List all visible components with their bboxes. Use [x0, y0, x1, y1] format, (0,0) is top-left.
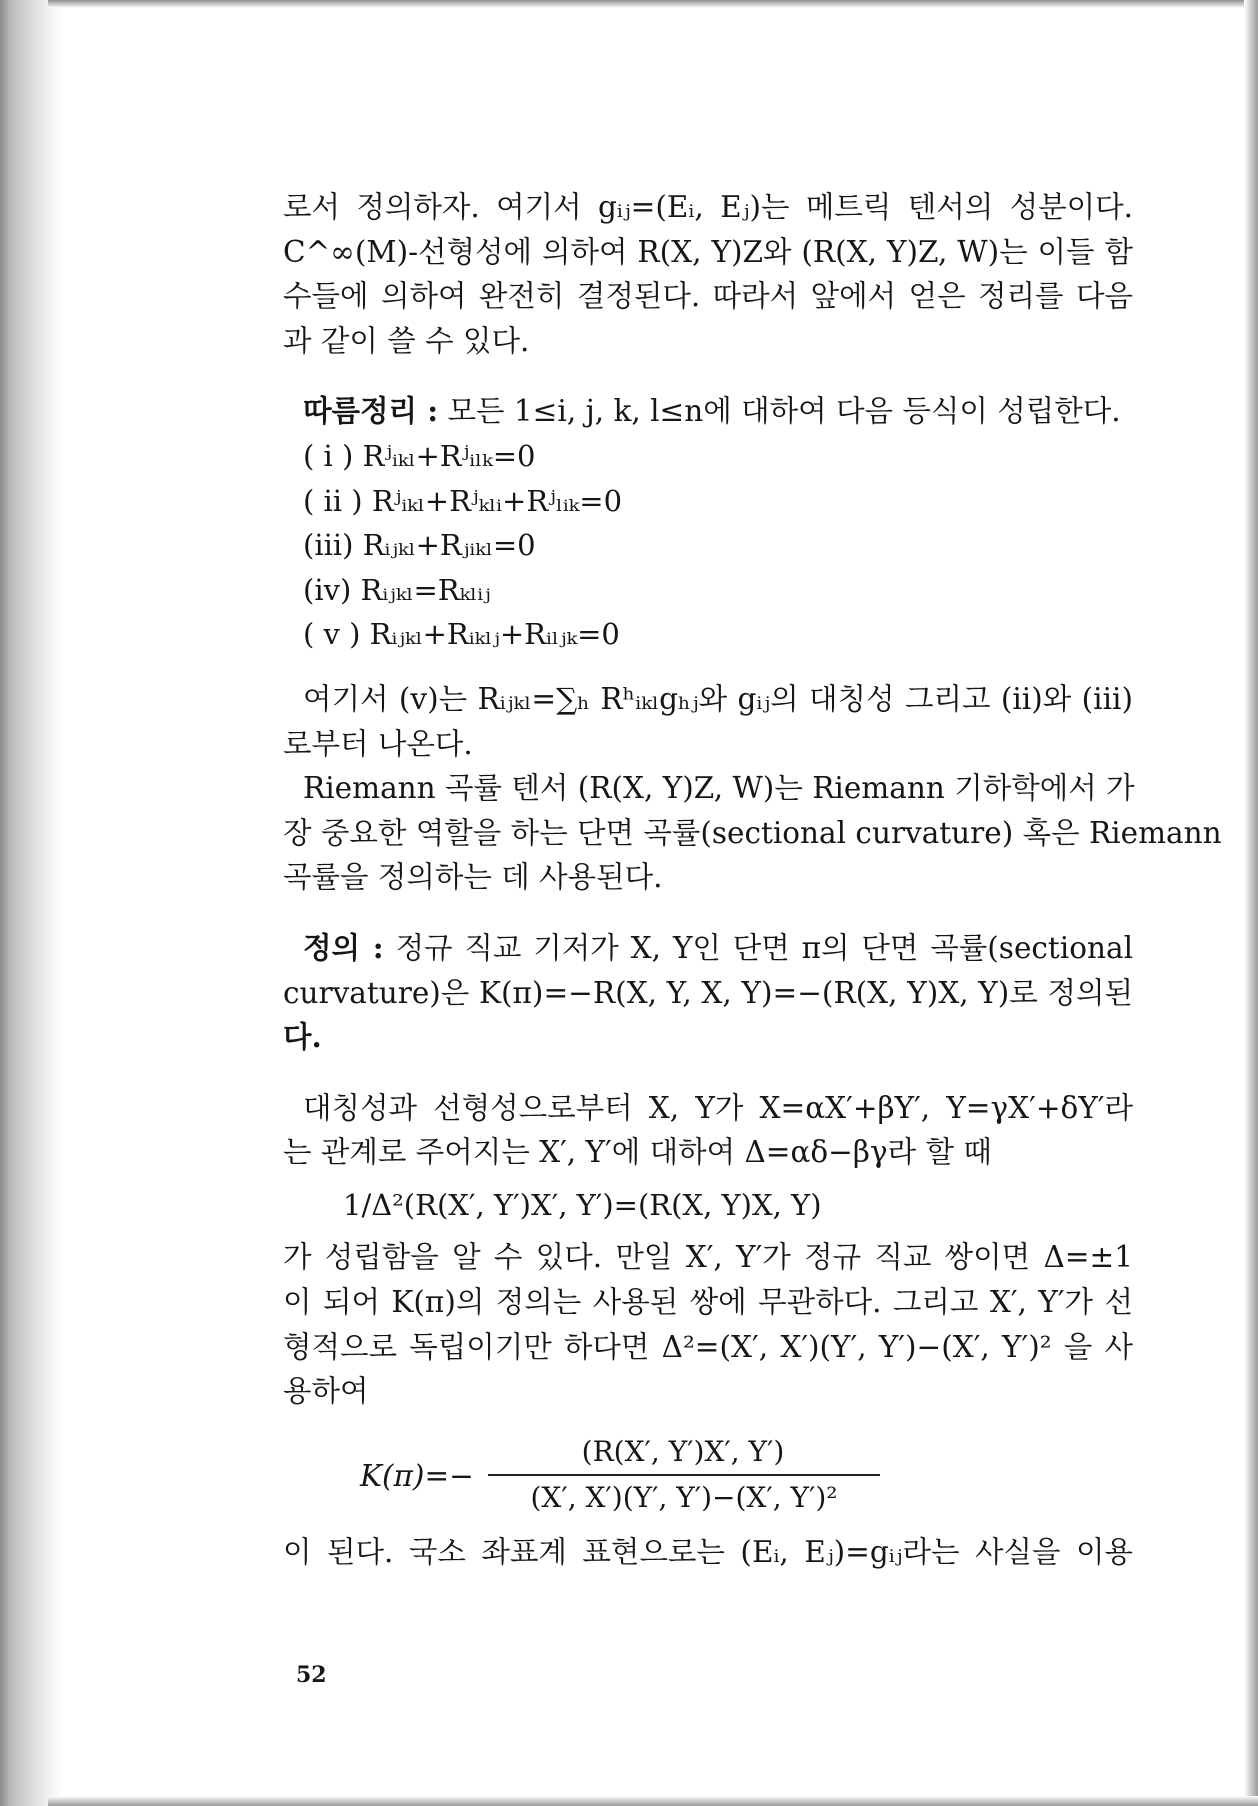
page-number: 52 — [296, 1662, 327, 1688]
text-line: 대칭성과 선형성으로부터 X, Y가 X=αX′+βY′, Y=γX′+δY′라 — [303, 1090, 1133, 1125]
text-line: 로부터 나온다. — [283, 726, 473, 761]
text-line: C^∞(M)-선형성에 의하여 R(X, Y)Z와 (R(X, Y)Z, W)는 이들 함 — [283, 234, 1133, 269]
identity-item: ( v ) Rᵢⱼₖₗ+Rᵢₖₗⱼ+Rᵢₗⱼₖ=0 — [303, 617, 620, 652]
definition-block — [283, 926, 1133, 1060]
definition-text: 정규 직교 기저가 X, Y인 단면 π의 단면 곡률(sectional — [395, 930, 1134, 965]
corollary-label: 따름정리 : — [303, 393, 439, 429]
page-top-edge — [48, 0, 1258, 8]
text-line: 곡률을 정의하는 데 사용된다. — [283, 860, 663, 895]
paragraph-intro — [283, 185, 1133, 363]
text-line: 이 된다. 국소 좌표계 표현으로는 (Eᵢ, Eⱼ)=gᵢⱼ라는 사실을 이용 — [283, 1534, 1133, 1569]
page-bottom-edge — [48, 1796, 1258, 1806]
paragraph-linear — [283, 1086, 1133, 1175]
text-line: 과 같이 쓸 수 있다. — [283, 323, 530, 358]
page-body — [283, 185, 1222, 1574]
identity-item: (iii) Rᵢⱼₖₗ+Rⱼᵢₖₗ=0 — [303, 528, 536, 563]
identity-item: (iv) Rᵢⱼₖₗ=Rₖₗᵢⱼ — [303, 572, 491, 607]
formula-lhs: K(π)=− — [360, 1458, 474, 1493]
formula-denominator: (X′, X′)(Y′, Y′)−(X′, Y′)² — [530, 1480, 838, 1514]
text-line: 가 성립함을 알 수 있다. 만일 X′, Y′가 정규 직교 쌍이면 Δ=±1 — [283, 1240, 1133, 1275]
text-line: 이 되어 K(π)의 정의는 사용된 쌍에 무관하다. 그리고 X′, Y′가 선 — [283, 1285, 1133, 1320]
formula-sectional-curvature — [283, 1428, 1133, 1524]
formula-delta: 1/Δ²(R(X′, Y′)X′, Y′)=(R(X, Y)X, Y) — [343, 1187, 822, 1222]
text-line: 는 관계로 주어지는 X′, Y′에 대하여 Δ=αδ−βγ라 할 때 — [283, 1135, 992, 1170]
text-line: Riemann 곡률 텐서 (R(X, Y)Z, W)는 Riemann 기하학에서 가 — [303, 771, 1135, 806]
paragraph-riemann — [283, 766, 1222, 900]
definition-line — [283, 926, 1133, 971]
definition-line: curvature)은 K(π)=−R(X, Y, X, Y)=−(R(X, Y)X, Y)로 정의된 — [283, 975, 1133, 1010]
text-line: 장 중요한 역할을 하는 단면 곡률(sectional curvature) 혹은 Riemann — [283, 815, 1222, 850]
text-line: 수들에 의하여 완전히 결정된다. 따라서 앞에서 얻은 정리를 다음 — [283, 279, 1133, 314]
page-right-edge — [1244, 0, 1258, 1806]
corollary — [283, 389, 1133, 434]
identity-item: ( ii ) Rʲᵢₖₗ+Rʲₖₗᵢ+Rʲₗᵢₖ=0 — [303, 483, 623, 518]
formula-numerator: (R(X′, Y′)X′, Y′) — [581, 1434, 785, 1468]
identity-list — [283, 434, 1133, 657]
paragraph-orthonormal — [283, 1235, 1133, 1413]
definition-label: 정의 : — [303, 929, 384, 965]
text-line: 로서 정의하자. 여기서 gᵢⱼ=(Eᵢ, Eⱼ)는 메트릭 텐서의 성분이다. — [283, 190, 1133, 224]
corollary-text: 모든 1≤i, j, k, l≤n에 대하여 다음 등식이 성립한다. — [447, 394, 1121, 429]
text-line: 용하여 — [283, 1374, 369, 1409]
text-line: 여기서 (v)는 Rᵢⱼₖₗ=∑ₕ Rʰᵢₖₗgₕⱼ와 gᵢⱼ의 대칭성 그리고 (ii)와 (iii) — [303, 681, 1133, 716]
definition-line: 다. — [283, 1019, 322, 1055]
paragraph-symmetry — [283, 677, 1133, 766]
text-line: 형적으로 독립이기만 하다면 Δ²=(X′, X′)(Y′, Y′)−(X′, Y′)² 을 사 — [283, 1329, 1133, 1364]
identity-item: ( i ) Rʲᵢₖₗ+Rʲᵢₗₖ=0 — [303, 438, 536, 473]
page-spine-shadow — [0, 0, 62, 1806]
